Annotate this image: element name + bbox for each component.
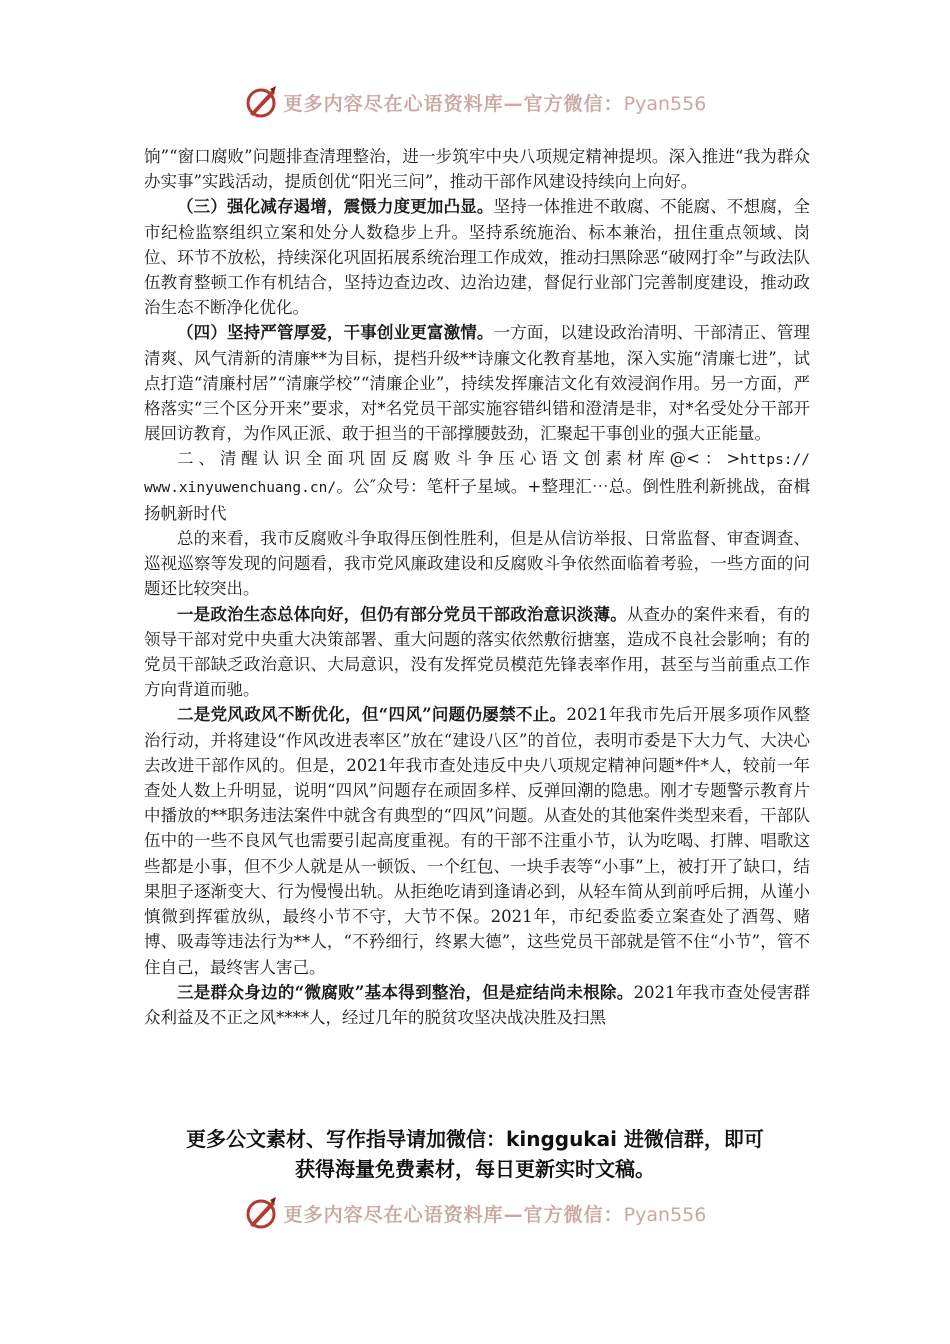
source-url-1: https://: [740, 452, 810, 469]
paragraph-6-heading: 一是政治生态总体向好，但仍有部分党员干部政治意识淡薄。: [177, 604, 627, 624]
paragraph-8-heading: 三是群众身边的“微腐败”基本得到整治，但是症结尚未根除。: [177, 982, 634, 1002]
header-banner: [0, 82, 950, 122]
paragraph-6: 一是政治生态总体向好，但仍有部分党员干部政治意识淡薄。从查办的案件来看，有的领导干部对党中央重大决策部署、重大问题的落实依然敷衍搪塞，造成不良社会影响；有的党员干部缺乏政治意识、大局意识，没有发挥党员模范先锋表率作用，甚至与当前重点工作方向背道而驰。: [144, 604, 811, 700]
promo-notice: [120, 1124, 830, 1184]
header-banner-text: 更多内容尽在心语资料库—官方微信：Pyan556: [283, 92, 707, 115]
header-banner-id: Pyan556: [623, 92, 707, 115]
paragraph-3: （四）坚持严管厚爱，干事创业更富激情。一方面，以建设政治清明、干部清正、管理清爽、风气清新的清廉**为目标，提档升级**诗廉文化教育基地，深入实施“清廉七进”，试点打造“清廉村居”“清廉学校”“清廉企业”，持续发挥廉洁文化有效浸润作用。另一方面，严格落实“三个区分开来”要求，对*名党员干部实施容错纠错和澄清是非，对*名受处分干部开展回访教育，为作风正派、敢于担当的干部撑腰鼓劲，汇聚起干事创业的强大正能量。: [144, 323, 811, 444]
paragraph-2: （三）强化减存遏增，震慑力度更加凸显。坚持一体推进不敢腐、不能腐、不想腐，全市纪检监察组织立案和处分人数稳步上升。坚持系统施治、标本兼治，扭住重点领域、岗位、环节不放松，持续深化巩固拓展系统治理工作成效，推动扫黑除恶“破网打伞”与政法队伍教育整顿工作有机结合，坚持边查边改、边治边建，督促行业部门完善制度建设，推动政治生态不断净化优化。: [144, 197, 811, 318]
source-url-2: www.xinyuwenchuang.cn/: [144, 479, 337, 496]
document-body: [144, 144, 810, 1030]
pen-logo-icon: [244, 1195, 280, 1231]
pen-logo-icon: [244, 84, 280, 120]
paragraph-8: 三是群众身边的“微腐败”基本得到整治，但是症结尚未根除。2021年我市查处侵害群众利益及不正之风****人，经过几年的脱贫攻坚决战决胜及扫黑: [144, 982, 811, 1027]
paragraph-7-heading: 二是党风政风不断优化，但“四风”问题仍屡禁不止。: [177, 705, 567, 725]
paragraph-7: 二是党风政风不断优化，但“四风”问题仍屡禁不止。2021年我市先后开展多项作风整治行动，并将建设“作风改进表率区”放在“建设八区”的首位，表明市委是下大力气、大决心去改进干部作风的。但是，2021年我市查处违反中央八项规定精神问题*件*人，较前一年查处人数上升明显，说明“四风”问题存在顽固多样、反弹回潮的隐患。刚才专题警示教育片中播放的**职务违法案件中就含有典型的“四风”问题。从查处的其他案件类型来看，干部队伍中的一些不良风气也需要引起高度重视。有的干部不注重小节，认为吃喝、打牌、唱歌这些都是小事，但不少人就是从一顿饭、一个红包、一块手表等“小事”上，被打开了缺口，结果胆子逐渐变大、行为慢慢出轨。从拒绝吃请到逢请必到，从轻车简从到前呼后拥，从谨小慎微到挥霍放纵，最终小节不守，大节不保。2021年，市纪委监委立案查处了酒驾、赌博、吸毒等违法行为**人，“不矜细行，终累大德”，这些党员干部就是管不住“小节”，管不住自己，最终害人害己。: [144, 705, 810, 977]
section-heading-2: 二、清醒认识全面巩固反腐败斗争压心语文创素材库@<：>https:// www.xinyuwenchuang.cn/。公″众号：笔杆子星域。+整理汇⋯总。倒性胜利新挑战，奋楫扬帆新时代: [144, 449, 810, 523]
promo-line-2: 获得海量免费素材，每日更新实时文稿。: [295, 1157, 655, 1181]
footer-banner: [0, 1193, 950, 1233]
paragraph-3-heading: （四）坚持严管厚爱，干事创业更富激情。: [177, 323, 494, 343]
paragraph-2-heading: （三）强化减存遏增，震慑力度更加凸显。: [177, 197, 494, 217]
paragraph-1: 饷”“窗口腐败”问题排查清理整治，进一步筑牢中央八项规定精神提坝。深入推进“我为群众办实事”实践活动，提质创优“阳光三问”，推动干部作风建设持续向上向好。: [144, 147, 810, 192]
footer-banner-text: 更多内容尽在心语资料库—官方微信：Pyan556: [283, 1203, 707, 1226]
footer-banner-id: Pyan556: [623, 1203, 707, 1226]
promo-line-1: 更多公文素材、写作指导请加微信：kinggukai 进微信群，即可: [186, 1127, 764, 1151]
paragraph-5: 总的来看，我市反腐败斗争取得压倒性胜利，但是从信访举报、日常监督、审查调查、巡视巡察等发现的问题看，我市党风廉政建设和反腐败斗争依然面临着考验，一些方面的问题还比较突出。: [144, 529, 810, 599]
